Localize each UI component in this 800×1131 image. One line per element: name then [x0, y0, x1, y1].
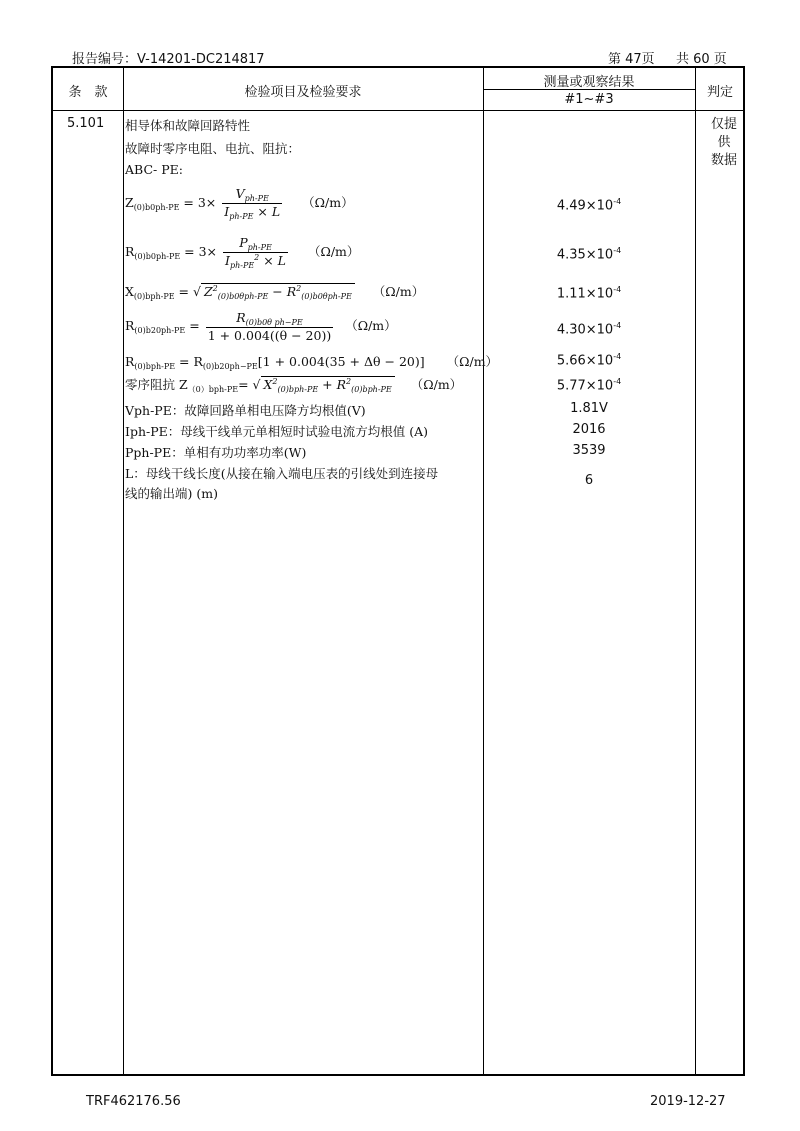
- col-verdict-header: 判定: [706, 85, 733, 100]
- trf-number: TRF462176.56: [86, 1094, 181, 1109]
- value-zero-seq-impedance: $5.77\times 10^{-4}$: [556, 377, 622, 394]
- item-subtitle: 故障时零序电阻、电抗、阻抗：: [125, 141, 301, 156]
- value-voltage: 1.81V: [570, 401, 608, 416]
- phase-label: ABC- PE:: [125, 162, 183, 177]
- formula-r: $R_{(0)b0ph-PE} = 3\times$ $\frac{P_{ph-PE}}{I_{ph-PE}^2 \times L}$ （Ω/m）: [125, 235, 360, 271]
- verdict-text: [705, 116, 743, 170]
- col-result-header: 测量或观察结果: [543, 75, 635, 90]
- col-divider: [695, 68, 696, 1074]
- item-title: 相导体和故障回路特性: [125, 118, 251, 133]
- sample-header: #1~#3: [564, 92, 614, 107]
- col-divider: [483, 68, 484, 1074]
- page-current: 第 47页: [608, 52, 655, 67]
- clause-number: 5.101: [67, 116, 105, 131]
- value-r20: $4.30\times 10^{-4}$: [556, 321, 622, 338]
- def-length-cont: 线的输出端) (m): [125, 486, 218, 501]
- formula-x: $X_{(0)bph-PE}$ = √ $Z^2_{(0)b0\theta ph-PE} - R^2_{(0)b0\theta ph-PE}$ （Ω/m）: [125, 283, 425, 301]
- page-total: 共 60 页: [676, 52, 727, 67]
- formula-zero-seq-impedance: 零序阻抗 $Z_{(0)bph-PE}=$ √ $X^2_{(0)bph-PE} + R^2_{(0)bph-PE}$ （Ω/m）: [125, 376, 463, 394]
- formula-z: $Z_{(0)b0ph-PE} = 3\times$ $\frac{V_{ph-PE}}{I_{ph-PE} \times L}$ （Ω/m）: [125, 186, 354, 221]
- verdict-line: 仅提供: [710, 117, 737, 150]
- def-current: Iph-PE：母线干线单元单相短时试验电流方均根值 (A): [125, 424, 429, 439]
- inspection-table: [51, 66, 745, 1076]
- value-power: 3539: [572, 443, 606, 458]
- report-number: 报告编号：V-14201-DC214817: [72, 52, 265, 67]
- def-voltage: Vph-PE：故障回路单相电压降方均根值(V): [125, 403, 366, 418]
- formula-rb: $R_{(0)bph-PE} = R_{(0)b20ph-PE}[1 + 0.004(35 + \Delta\theta - 20)]$ （Ω/m）: [125, 354, 499, 371]
- col-clause-header: 条 款: [68, 85, 108, 100]
- value-r: $4.35\times 10^{-4}$: [556, 246, 622, 263]
- value-rb: $5.66\times 10^{-4}$: [556, 352, 622, 369]
- def-power: Pph-PE：单相有功功率功率(W): [125, 445, 307, 460]
- value-x: $1.11\times 10^{-4}$: [556, 285, 622, 302]
- header-divider: [53, 110, 743, 111]
- verdict-line: 数据: [710, 153, 737, 168]
- def-length: L：母线干线长度(从接在输入端电压表的引线处到连接母: [125, 466, 439, 481]
- col-divider: [123, 68, 124, 1074]
- report-date: 2019-12-27: [650, 1094, 726, 1109]
- value-length: 6: [584, 473, 594, 488]
- value-z: $4.49\times 10^{-4}$: [556, 197, 622, 214]
- value-current: 2016: [572, 422, 606, 437]
- col-item-header: 检验项目及检验要求: [244, 85, 362, 100]
- formula-r20: $R_{(0)b20ph-PE}$ = $\frac{R_{(0)b0\theta ph-PE}}{1 + 0.004((\theta - 20))}$ （Ω/m）: [125, 310, 397, 343]
